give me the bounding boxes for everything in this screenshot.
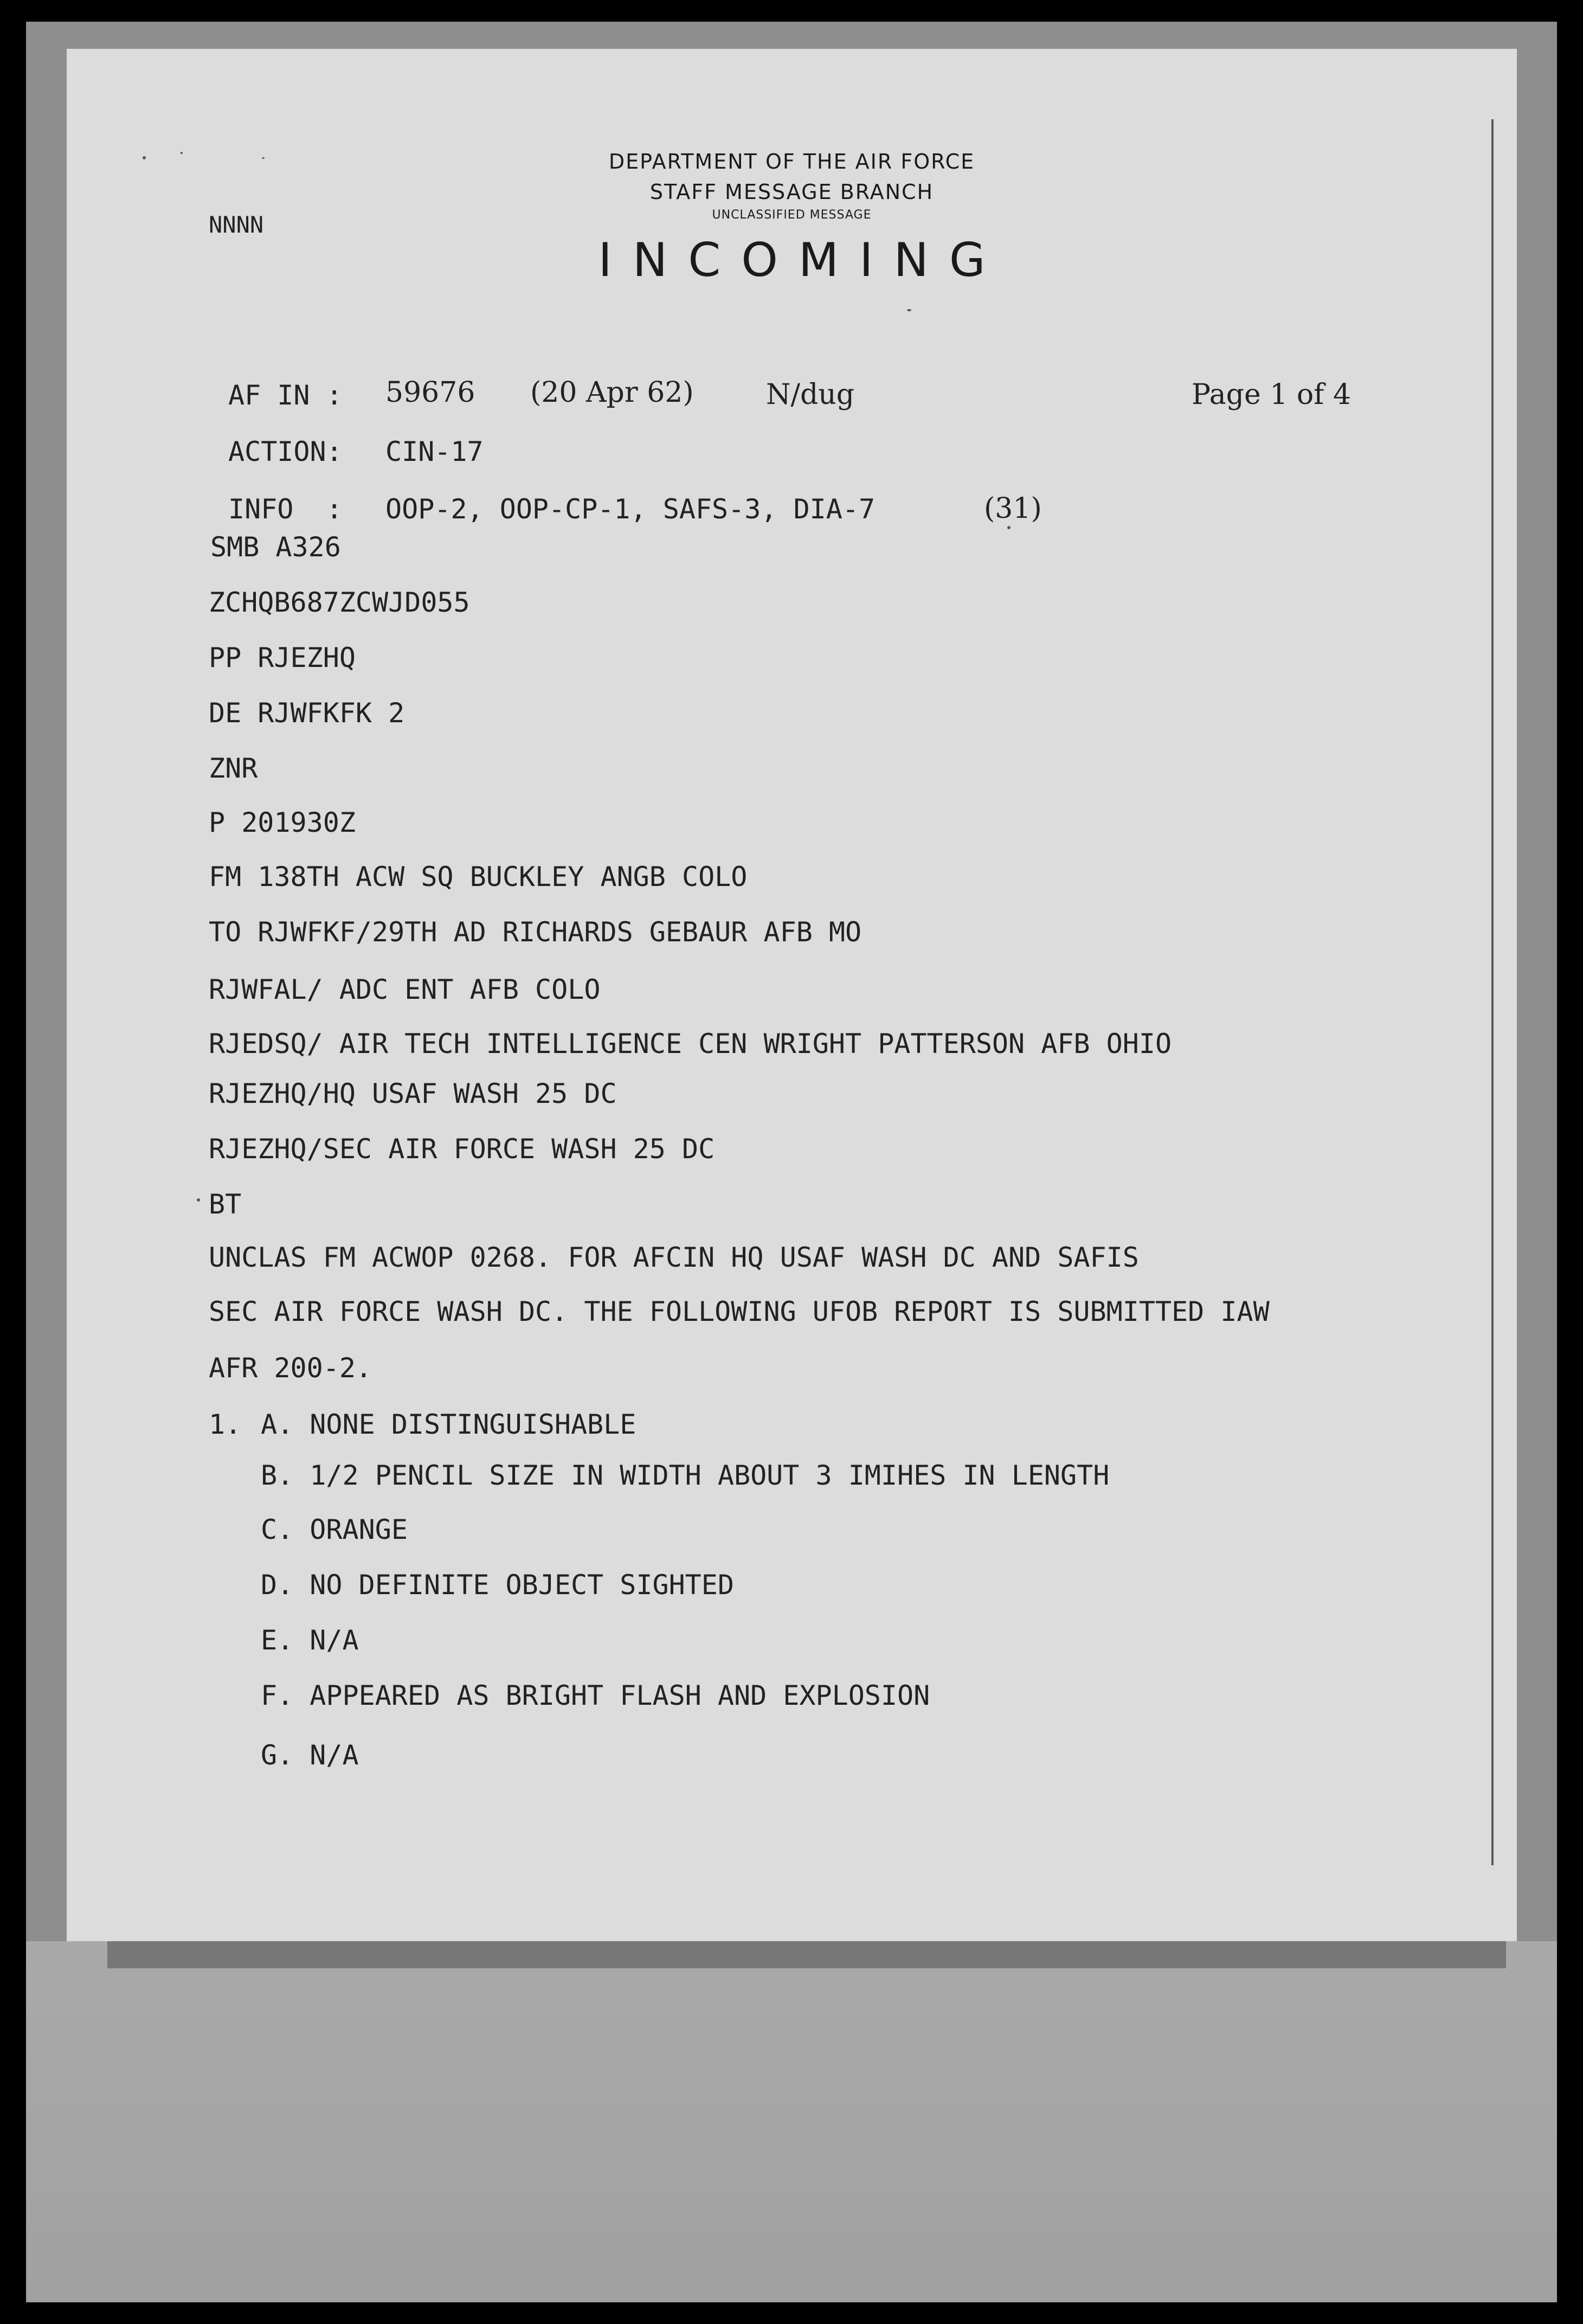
operator-initials: N/dug bbox=[766, 378, 855, 411]
message-line: BT bbox=[209, 1189, 242, 1220]
corner-code: NNNN bbox=[209, 211, 264, 238]
info-label: INFO : bbox=[228, 493, 343, 525]
message-line: ZCHQB687ZCWJD055 bbox=[209, 587, 470, 618]
message-line: SEC AIR FORCE WASH DC. THE FOLLOWING UFOB REPORT IS SUBMITTED IAW bbox=[209, 1296, 1270, 1327]
message-line: PP RJEZHQ bbox=[209, 642, 356, 673]
report-item: G. N/A bbox=[261, 1739, 359, 1771]
message-line: FM 138TH ACW SQ BUCKLEY ANGB COLO bbox=[209, 861, 748, 893]
report-item: D. NO DEFINITE OBJECT SIGHTED bbox=[261, 1569, 734, 1601]
classification-label: UNCLASSIFIED MESSAGE bbox=[712, 208, 872, 222]
message-line: TO RJWFKF/29TH AD RICHARDS GEBAUR AFB MO bbox=[209, 916, 862, 948]
page-indicator: Page 1 of 4 bbox=[1192, 378, 1352, 411]
sheet-shadow bbox=[107, 1941, 1506, 1968]
info-value: OOP-2, OOP-CP-1, SAFS-3, DIA-7 bbox=[385, 493, 876, 525]
message-date: (20 Apr 62) bbox=[530, 376, 694, 409]
incoming-title: INCOMING bbox=[598, 233, 1006, 287]
film-lower-band bbox=[26, 1941, 1557, 2302]
message-line: RJEZHQ/SEC AIR FORCE WASH 25 DC bbox=[209, 1133, 715, 1165]
action-value: CIN-17 bbox=[385, 436, 484, 467]
message-line: ZNR bbox=[209, 753, 258, 784]
department-heading: DEPARTMENT OF THE AIR FORCE bbox=[608, 150, 975, 174]
speck bbox=[1007, 526, 1011, 529]
message-line: RJWFAL/ ADC ENT AFB COLO bbox=[209, 974, 601, 1005]
info-count: (31) bbox=[984, 492, 1042, 525]
report-item: A. NONE DISTINGUISHABLE bbox=[261, 1409, 636, 1440]
message-line: SMB A326 bbox=[210, 531, 341, 563]
message-line: RJEZHQ/HQ USAF WASH 25 DC bbox=[209, 1078, 617, 1109]
margin-rule bbox=[1491, 119, 1494, 1865]
message-line: P 201930Z bbox=[209, 807, 356, 838]
report-item: F. APPEARED AS BRIGHT FLASH AND EXPLOSION bbox=[261, 1680, 930, 1711]
branch-heading: STAFF MESSAGE BRANCH bbox=[649, 180, 934, 204]
message-line: UNCLAS FM ACWOP 0268. FOR AFCIN HQ USAF WASH DC AND SAFIS bbox=[209, 1242, 1139, 1273]
report-item: E. N/A bbox=[261, 1625, 359, 1656]
action-label: ACTION: bbox=[228, 436, 343, 467]
af-in-label: AF IN : bbox=[228, 380, 343, 411]
report-item: C. ORANGE bbox=[261, 1514, 408, 1545]
message-sheet bbox=[67, 49, 1517, 1941]
report-item: B. 1/2 PENCIL SIZE IN WIDTH ABOUT 3 IMIHES IN LENGTH bbox=[261, 1460, 1110, 1491]
film-border bbox=[26, 22, 1557, 2302]
message-line: AFR 200-2. bbox=[209, 1352, 372, 1384]
af-in-number: 59676 bbox=[385, 376, 475, 409]
item-number: 1. bbox=[209, 1409, 242, 1440]
speck bbox=[907, 309, 911, 311]
message-line: DE RJWFKFK 2 bbox=[209, 697, 405, 729]
message-line: RJEDSQ/ AIR TECH INTELLIGENCE CEN WRIGHT PATTERSON AFB OHIO bbox=[209, 1028, 1172, 1060]
speck bbox=[197, 1198, 200, 1202]
